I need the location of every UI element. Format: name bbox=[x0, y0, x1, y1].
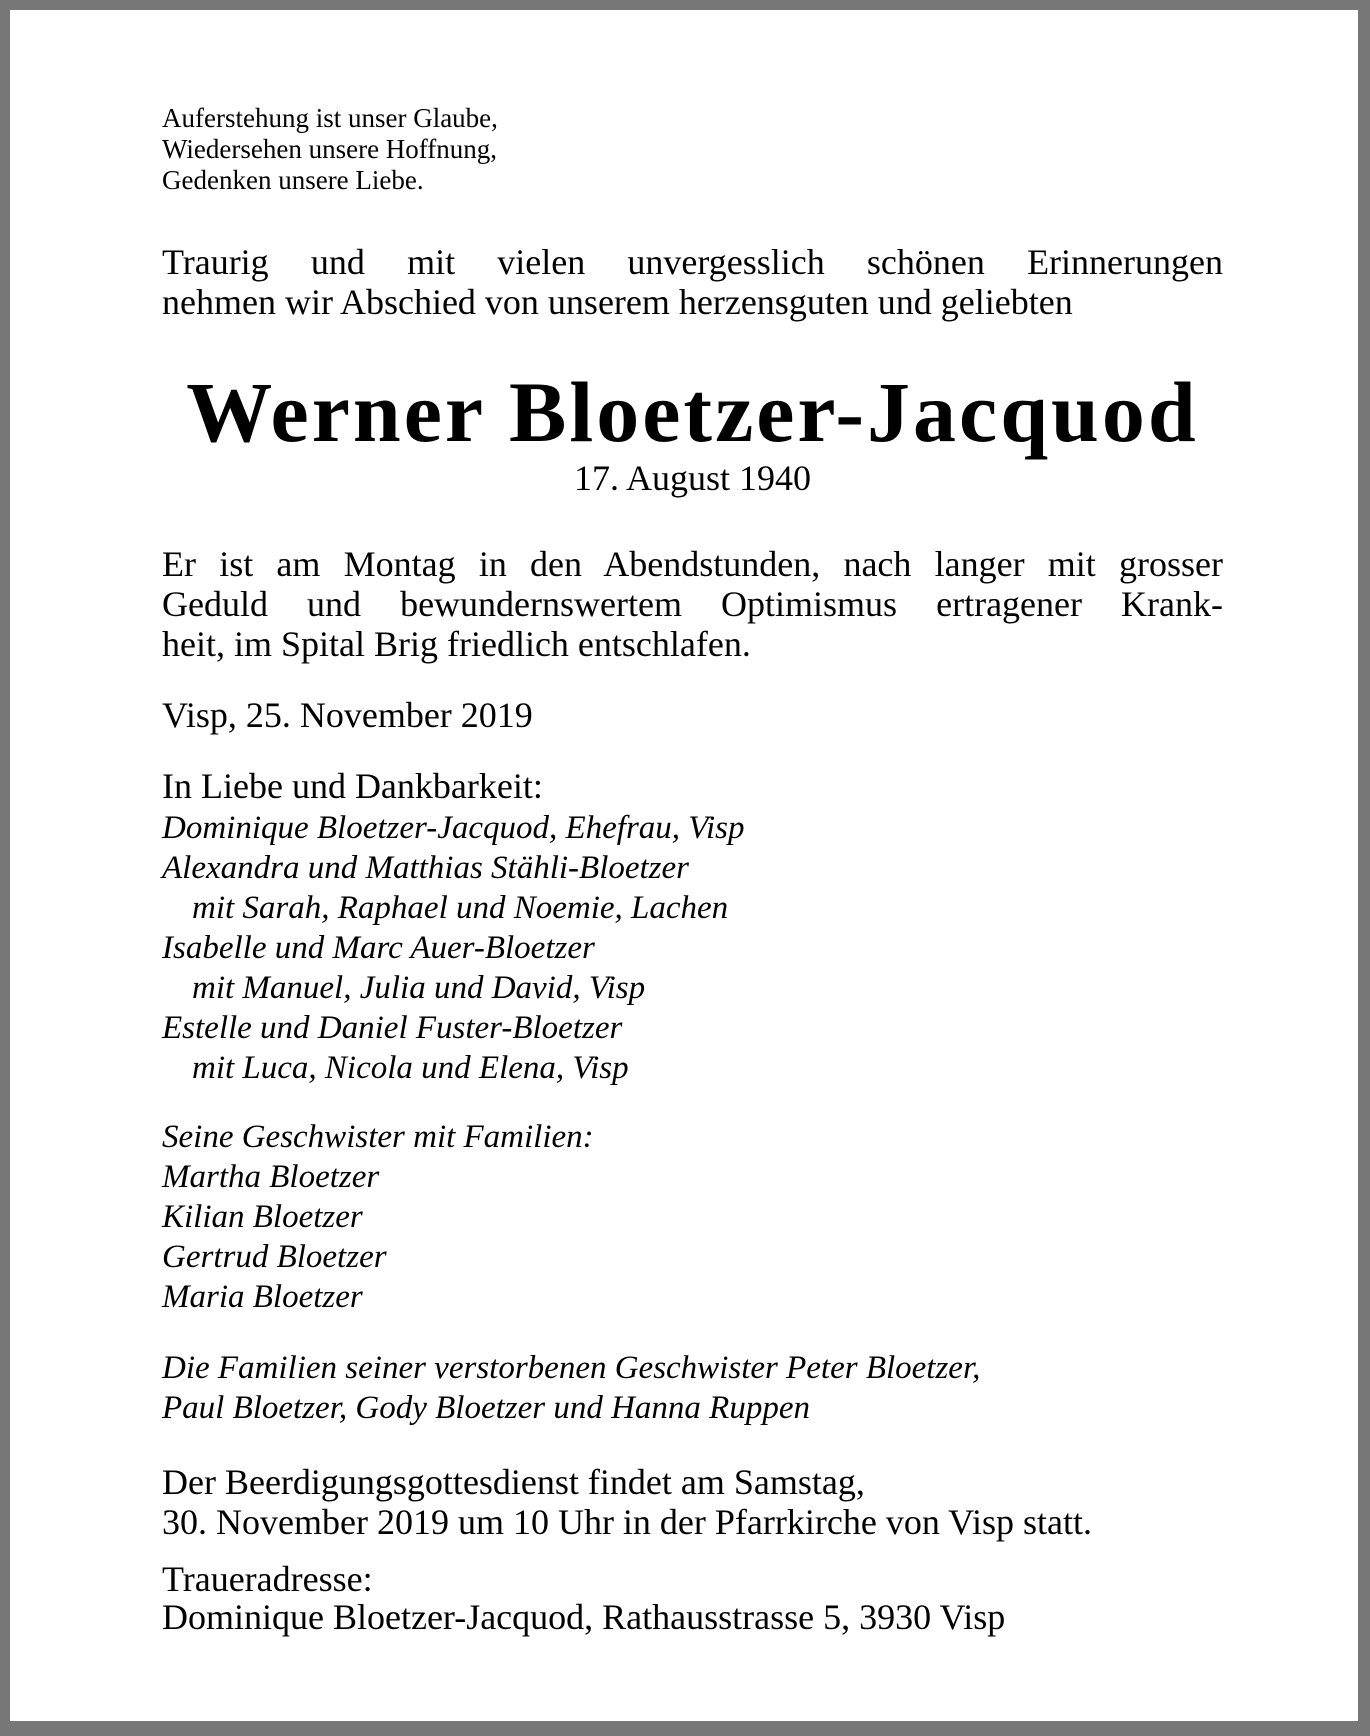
announcement-line: Geduld und bewundernswertem Optimismus ertragener Krank- bbox=[162, 584, 1223, 624]
family-member: Dominique Bloetzer-Jacquod, Ehefrau, Visp bbox=[162, 810, 745, 846]
mourning-address-value: Dominique Bloetzer-Jacquod, Rathausstrasse 5, 3930 Visp bbox=[162, 1597, 1006, 1637]
death-announcement bbox=[162, 544, 1223, 664]
epigraph-line: Auferstehung ist unser Glaube, bbox=[162, 103, 498, 133]
sibling-name: Maria Bloetzer bbox=[162, 1279, 363, 1315]
family-member-children: mit Manuel, Julia und David, Visp bbox=[192, 970, 646, 1006]
deceased-siblings-line: Paul Bloetzer, Gody Bloetzer und Hanna Ruppen bbox=[162, 1390, 810, 1426]
mourning-address-label: Traueradresse: bbox=[162, 1559, 373, 1599]
siblings-section bbox=[162, 1117, 1223, 1317]
announcement-line: heit, im Spital Brig friedlich entschlafen. bbox=[162, 624, 751, 664]
epigraph bbox=[162, 103, 1223, 196]
funeral-line: 30. November 2019 um 10 Uhr in der Pfarrkirche von Visp statt. bbox=[162, 1502, 1093, 1542]
obituary-page bbox=[10, 10, 1358, 1721]
deceased-siblings-line: Die Familien seiner verstorbenen Geschwister Peter Bloetzer, bbox=[162, 1350, 981, 1386]
sibling-name: Martha Bloetzer bbox=[162, 1159, 380, 1195]
sibling-name: Kilian Bloetzer bbox=[162, 1199, 363, 1235]
place-dateline: Visp, 25. November 2019 bbox=[162, 695, 533, 735]
mourning-address bbox=[162, 1560, 1223, 1636]
family-member: Alexandra und Matthias Stähli-Bloetzer bbox=[162, 850, 690, 886]
intro-line: nehmen wir Abschied von unserem herzensguten und geliebten bbox=[162, 282, 1073, 322]
birth-date: 17. August 1940 bbox=[573, 458, 812, 498]
family-member: Estelle und Daniel Fuster-Bloetzer bbox=[162, 1010, 623, 1046]
family-list bbox=[162, 808, 1223, 1088]
intro-paragraph bbox=[162, 242, 1223, 322]
funeral-info bbox=[162, 1462, 1223, 1542]
epigraph-line: Wiedersehen unsere Hoffnung, bbox=[162, 134, 498, 164]
deceased-name: Werner Bloetzer-Jacquod bbox=[186, 364, 1199, 460]
announcement-line: Er ist am Montag in den Abendstunden, nach langer mit grosser bbox=[162, 544, 1223, 584]
funeral-line: Der Beerdigungsgottesdienst findet am Samstag, bbox=[162, 1462, 865, 1502]
family-member-children: mit Sarah, Raphael und Noemie, Lachen bbox=[192, 890, 729, 926]
family-member-children: mit Luca, Nicola und Elena, Visp bbox=[192, 1050, 629, 1086]
gratitude-heading: In Liebe und Dankbarkeit: bbox=[162, 766, 543, 806]
epigraph-line: Gedenken unsere Liebe. bbox=[162, 165, 424, 195]
intro-line: Traurig und mit vielen unvergesslich schönen Erinnerungen bbox=[162, 242, 1223, 282]
deceased-siblings-paragraph bbox=[162, 1348, 1223, 1428]
sibling-name: Gertrud Bloetzer bbox=[162, 1239, 387, 1275]
siblings-heading: Seine Geschwister mit Familien: bbox=[162, 1119, 594, 1155]
family-member: Isabelle und Marc Auer-Bloetzer bbox=[162, 930, 595, 966]
